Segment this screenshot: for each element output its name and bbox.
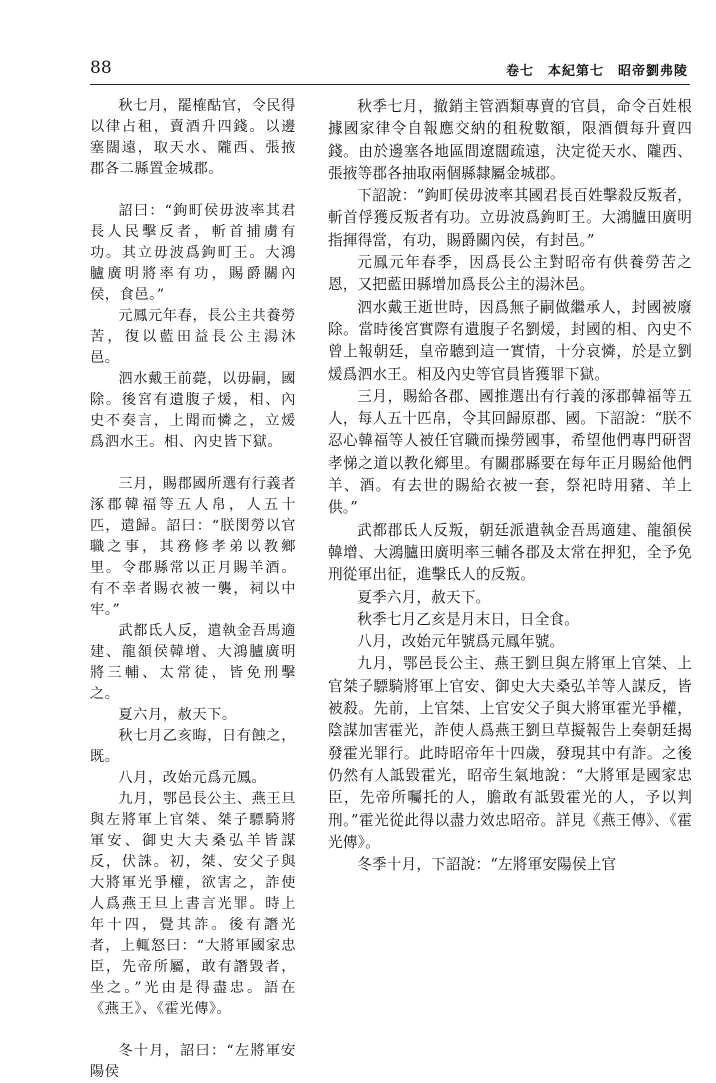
- translation-paragraph: 秋季七月，撤銷主管酒類專賣的官員，命令百姓根據國家律令自報應交納的租稅數額，限酒價每升賣四錢。由於邊塞各地區間遼闊疏遠，決定從天水、隴西、張掖等郡各抽取兩個縣隸屬金城郡。: [328, 98, 692, 182]
- classical-paragraph: 冬十月，詔曰：“左將軍安陽侯: [90, 1043, 296, 1080]
- translation-paragraph: 三月，賜給各郡、國推選出有行義的涿郡韓福等五人，每人五十匹帛，令其回歸原郡、國。下詔說：“朕不忍心韓福等人被任官職而操勞國事，希望他們專門研習孝悌之道以教化鄉里。有關郡縣要在每年正月賜給他們羊、酒。有去世的賜給衣被一套，祭祀時用豬、羊上供。”: [328, 387, 692, 517]
- classical-paragraph: 武都氐人反，遣執金吾馬適建、龍頟侯韓增、大鴻臚廣明將三輔、太常徒，皆免刑擊之。: [90, 623, 296, 702]
- header-rule: [90, 84, 690, 85]
- running-title: 卷七 本紀第七 昭帝劉弗陵: [505, 64, 688, 79]
- classical-paragraph: 八月，改始元爲元鳳。: [118, 770, 267, 786]
- translation-column: [328, 96, 692, 876]
- translation-paragraph: 九月，鄂邑長公主、燕王劉旦與左將軍上官桀、上官桀子驃騎將軍上官安、御史大夫桑弘羊等人謀反，皆被殺。先前，上官桀、上官安父子與大將軍霍光爭權，陰謀加害霍光，詐使人爲燕王劉旦草擬報告上奏朝廷揭發霍光罪行。此時昭帝年十四歲，發現其中有詐。之後仍然有人詆毀霍光，昭帝生氣地說：“大將軍是國家忠臣，先帝所囑托的人，膽敢有詆毀霍光的人，予以判刑。”霍光從此得以盡力效忠昭帝。詳見《燕王傳》、《霍光傳》。: [328, 655, 692, 851]
- classical-paragraph: 秋七月乙亥晦，日有蝕之，既。: [90, 728, 296, 765]
- translation-paragraph: 武都郡氐人反叛，朝廷派遣執金吾馬適建、龍頟侯韓增、大鴻臚田廣明率三輔各郡及太常在押犯，全予免刑從軍出征，進擊氐人的反叛。: [328, 521, 692, 584]
- translation-paragraph: 下詔說：“鉤町侯毋波率其國君長百姓擊殺反叛者，斬首俘獲反叛者有功。立毋波爲鉤町王。大鴻臚田廣明指揮得當，有功，賜爵關內侯，有封邑。”: [328, 187, 692, 249]
- paragraph-gap: [90, 1020, 296, 1041]
- classical-paragraph: 夏六月，赦天下。: [118, 707, 237, 723]
- classical-paragraph: 泗水戴王前薨，以毋嗣，國除。後宮有遺腹子煖，相、內史不奏言，上聞而憐之，立煖爲泗水王。相、內史皆下獄。: [90, 371, 296, 450]
- paragraph-gap: [90, 453, 296, 474]
- translation-paragraph: 冬季十月，下詔說：“左將軍安陽侯上官: [357, 856, 617, 874]
- classical-paragraph: 秋七月，罷榷酤官，令民得以律占租，賣酒升四錢。以邊塞闊遠，取天水、隴西、張掖郡各二縣置金城郡。: [90, 98, 296, 177]
- classical-paragraph: 元鳳元年春，長公主共養勞苦，復以藍田益長公主湯沐邑。: [90, 308, 296, 366]
- paragraph-gap: [90, 180, 296, 201]
- classical-paragraph: 三月，賜郡國所選有行義者涿郡韓福等五人帛，人五十匹，遣歸。詔曰：“朕閔勞以官職之事，其務修孝弟以教鄉里。令郡縣常以正月賜羊酒。有不幸者賜衣被一襲，祠以中牢。”: [90, 476, 296, 618]
- translation-paragraph: 八月，改始元年號爲元鳳年號。: [357, 633, 565, 651]
- translation-paragraph: 夏季六月，赦天下。: [357, 588, 491, 606]
- translation-paragraph: 秋季七月乙亥是月末日，日全食。: [357, 610, 580, 628]
- page-number: 88: [90, 58, 112, 78]
- classical-paragraph: 詔曰：“鉤町侯毋波率其君長人民擊反者，斬首捕虜有功。其立毋波爲鉤町王。大鴻臚廣明將率有功，賜爵關內侯，食邑。”: [90, 203, 296, 303]
- classical-text-column: [90, 96, 296, 1083]
- classical-paragraph: 九月，鄂邑長公主、燕王旦與左將軍上官桀、桀子驃騎將軍安、御史大夫桑弘羊皆謀反，伏誅。初，桀、安父子與大將軍光爭權，欲害之，詐使人爲燕王旦上書言光罪。時上年十四，覺其詐。後有譖光者，上輒怒曰：“大將軍國家忠臣，先帝所屬，敢有譖毀者，坐之。”光由是得盡忠。語在《燕王》、《霍光傳》。: [90, 791, 296, 1017]
- translation-paragraph: 泗水戴王逝世時，因爲無子嗣做繼承人，封國被廢除。當時後宮實際有遺腹子名劉煖，封國的相、內史不曾上報朝廷，皇帝聽到這一實情，十分哀憐，於是立劉煖爲泗水王。相及內史等官員皆獲罪下獄。: [328, 298, 692, 383]
- translation-paragraph: 元鳳元年春季，因爲長公主對昭帝有供養勞苦之恩，又把藍田縣增加爲長公主的湯沐邑。: [328, 254, 692, 294]
